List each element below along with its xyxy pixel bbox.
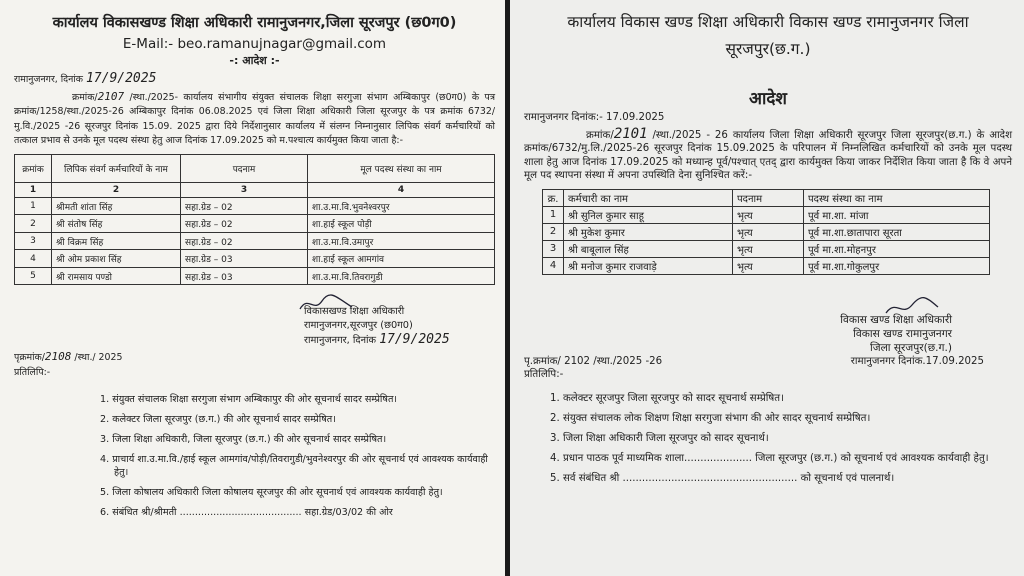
right-header-line2: सूरजपुर(छ.ग.)	[725, 40, 811, 58]
left-place-date-value: 17/9/2025	[85, 71, 157, 86]
right-th-designation: पदनाम	[733, 189, 804, 206]
left-place-date	[14, 72, 495, 88]
left-endorse-no-suffix: /स्था./ 2025	[74, 352, 123, 364]
right-th-name: कर्मचारी का नाम	[564, 189, 733, 206]
cell-institution: शा.उ.मा.वि.तिवरागुडी	[308, 267, 495, 285]
signature-scrawl-icon	[882, 295, 942, 321]
cell-name: श्री रामसाय पण्डो	[52, 267, 181, 285]
left-col-number: 1	[15, 182, 52, 197]
left-signature-date: 17/9/2025	[379, 332, 450, 348]
cell-name: श्री सुनिल कुमार साहू	[564, 206, 733, 223]
right-endorse-no-suffix: /स्था./2025 -26	[593, 355, 663, 367]
right-th-serial: क्र.	[543, 189, 564, 206]
left-email: E-Mail:- beo.ramanujnagar@gmail.com	[122, 36, 387, 52]
cell-serial: 2	[15, 215, 52, 233]
cell-designation: भृत्य	[733, 257, 804, 274]
list-item: 1. संयुक्त संचालक शिक्षा सरगुजा संभाग अम्बिकापुर की ओर सूचनार्थ सादर सम्प्रेषित।	[100, 393, 398, 405]
list-item: 4. प्रधान पाठक पूर्व माध्यमिक शाला..................... जिला सूरजपुर (छ.ग.) को सूचनार्थ एवं आवश्यक कार्यवाही हेतु।	[550, 452, 989, 464]
right-th-institution: पदस्थ संस्था का नाम	[804, 189, 990, 206]
right-cc-list	[550, 390, 1012, 484]
cell-name: श्री बाबूलाल सिंह	[564, 240, 733, 257]
right-order-heading: आदेश	[749, 89, 787, 109]
table-row	[543, 240, 990, 257]
cell-serial: 3	[15, 232, 52, 250]
list-item: 2. संयुक्त संचालक लोक शिक्षण शिक्षा सरगुजा संभाग की ओर सादर सूचनार्थ सम्प्रेषित।	[550, 412, 871, 424]
cell-designation: सहा.ग्रेड – 03	[181, 267, 308, 285]
right-signature-line: जिला सूरजपुर(छ.ग.)	[870, 341, 952, 354]
table-row	[543, 257, 990, 274]
cell-institution: शा.उ.मा.वि.भुवनेश्वरपुर	[308, 197, 495, 215]
left-col-number: 2	[52, 182, 181, 197]
right-para-line1: /स्था./2025 - 26 कार्यालय जिला शिक्षा अधिकारी सूरजपुर जिला	[652, 129, 911, 141]
left-endorse-no-value: 2108	[44, 350, 72, 364]
right-signature-line: विकास खण्ड शिक्षा अधिकारी	[840, 313, 952, 326]
cell-serial: 1	[15, 197, 52, 215]
cell-serial: 4	[543, 257, 564, 274]
signature-scrawl-icon	[296, 293, 356, 315]
right-copy-to: प्रतिलिपि:-	[524, 369, 564, 380]
cell-name: श्रीमती शांता सिंह	[52, 197, 181, 215]
left-table-header-row	[15, 154, 495, 182]
left-para-line1: /स्था./2025- कार्यालय संभागीय संयुक्त संचालक शिक्षा सरगुजा	[129, 91, 362, 103]
left-order-heading: -: आदेश :-	[229, 54, 280, 67]
cell-institution: पूर्व मा.शा. मांजा	[804, 206, 990, 223]
cell-serial: 3	[543, 240, 564, 257]
right-staff-table	[542, 189, 990, 275]
right-order-no-label: क्रमांक/	[586, 129, 614, 141]
right-header-line1: कार्यालय विकास खण्ड शिक्षा अधिकारी विकास खण्ड रामानुजनगर जिला	[567, 13, 969, 31]
left-order-no-label: क्रमांक/	[72, 91, 98, 103]
list-item: 6. संबंधित श्री/श्रीमती ........................................ सहा.ग्रेड/03/02 की ओर	[100, 506, 393, 518]
left-th-name: लिपिक संवर्ग कर्मचारियों के नाम	[52, 154, 181, 182]
left-signature-line: रामानुजनगर, दिनांक	[304, 335, 377, 347]
left-order-paragraph	[14, 90, 495, 149]
right-signature-date: रामानुजनगर दिनांक.17.09.2025	[850, 355, 984, 367]
cell-name: श्री मुकेश कुमार	[564, 223, 733, 240]
cell-name: श्री मनोज कुमार राजवाड़े	[564, 257, 733, 274]
left-order-no-value: 2107	[97, 89, 125, 103]
list-item: 3. जिला शिक्षा अधिकारी, जिला सूरजपुर (छ.ग.) की ओर सूचनार्थ सादर सम्प्रेषित।	[100, 433, 387, 445]
cell-serial: 4	[15, 250, 52, 268]
cell-designation: भृत्य	[733, 223, 804, 240]
list-item: 4. प्राचार्य शा.उ.मा.वि./हाई स्कूल आमगांव/पोड़ी/तिवरागुडी/भुवनेश्वरपुर की ओर सूचनार्थ एवं आवश्यक कार्यवाही हेतु।	[100, 453, 488, 478]
left-document	[0, 0, 505, 576]
cell-institution: पूर्व मा.शा.छातापारा सूरता	[804, 223, 990, 240]
left-signature-line: रामानुजनगर,सूरजपुर (छ0ग0)	[304, 320, 413, 332]
cell-name: श्री संतोष सिंह	[52, 215, 181, 233]
right-signature-line: विकास खण्ड रामानुजनगर	[853, 327, 952, 340]
table-row	[15, 232, 495, 250]
list-item: 3. जिला शिक्षा अधिकारी जिला सूरजपुर को सादर सूचनार्थ।	[550, 432, 769, 444]
left-th-institution: मूल पदस्थ संस्था का नाम	[308, 154, 495, 182]
list-item: 2. कलेक्टर जिला सूरजपुर (छ.ग.) की ओर सूचनार्थ सादर सम्प्रेषित।	[100, 413, 336, 425]
cell-institution: शा.हाई स्कूल पोड़ी	[308, 215, 495, 233]
cell-designation: सहा.ग्रेड – 03	[181, 250, 308, 268]
right-place-date: रामानुजनगर दिनांक:- 17.09.2025	[524, 112, 665, 123]
left-place-date-label: रामानुजनगर, दिनांक	[14, 74, 83, 85]
right-endorsement-row	[524, 355, 1012, 369]
cell-name: श्री विक्रम सिंह	[52, 232, 181, 250]
left-copy-to: प्रतिलिपि:-	[14, 367, 51, 379]
left-endorsement-number	[14, 350, 495, 366]
cell-designation: सहा.ग्रेड – 02	[181, 215, 308, 233]
left-col-number: 3	[181, 182, 308, 197]
cell-designation: भृत्य	[733, 240, 804, 257]
cell-serial: 5	[15, 267, 52, 285]
right-endorse-no-value: 2102	[564, 355, 591, 367]
right-signature-block	[524, 313, 1012, 355]
list-item: 5. सर्व संबंधित श्री ...................................................... को सूचनार्थ एवं पालनार्थ।	[550, 472, 895, 484]
cell-designation: भृत्य	[733, 206, 804, 223]
list-item: 5. जिला कोषालय अधिकारी जिला कोषालय सूरजपुर की ओर सूचनार्थ एवं आवश्यक कार्यवाही हेतु।	[100, 486, 443, 498]
cell-serial: 1	[543, 206, 564, 223]
cell-institution: पूर्व मा.शा.गोकुलपुर	[804, 257, 990, 274]
table-row	[15, 215, 495, 233]
table-row	[543, 223, 990, 240]
right-endorsement-number	[524, 355, 662, 369]
left-header-title: कार्यालय विकासखण्ड शिक्षा अधिकारी रामानुजनगर,जिला सूरजपुर (छ0ग0)	[52, 15, 457, 31]
table-row	[15, 197, 495, 215]
table-row	[15, 250, 495, 268]
right-order-no-value: 2101	[613, 125, 648, 142]
cell-institution: शा.उ.मा.वि.उमापुर	[308, 232, 495, 250]
right-para-rest: सूरजपुर(छ.ग.) के आदेश क्रमांक/6732/मु.लि./2025-26 सूरजपुर दिनांक 15.09.2025 के परिपालन में निम्नलिखित कर्मचारियों को उनके मूल पदस्थ शाला हेतु आज दिनांक 17.09.2025 को मध्यान्ह पूर्व/पश्चात् एतद् द्वारा कार्यमुक्त किया जाकर निर्देशित किया जाता है कि वे अपने मूल पद स्थापना संस्था में अपना उपस्थिति देना सुनिश्चित करें:-	[524, 129, 1013, 181]
right-document	[510, 0, 1024, 576]
cell-institution: शा.हाई स्कूल आमगांव	[308, 250, 495, 268]
table-row	[543, 206, 990, 223]
left-staff-table	[14, 154, 495, 286]
right-table-header-row	[543, 189, 990, 206]
left-signature-line: विकासखण्ड शिक्षा अधिकारी	[304, 306, 405, 318]
left-para-rest: संभाग अम्बिकापुर (छ0ग0) के पत्र क्रमांक/1258/स्था./2025-26 अम्बिकापुर दिनांक 06.08.2025 एवं जिला शिक्षा अधिकारी जिला सूरजपुर के पत्र क्रमांक 6732/मु.वि./2025 -26 सूरजपुर दिनांक 15.09. 2025 द्वारा दिये निर्देशानुसार कार्यालय में संलग्न निम्नानुसार लिपिक संवर्ग कर्मचारियों को तत्काल प्रभाव से उनके मूल पदस्थ संस्था हेतु आज दिनांक 17.09.2025 को म.पश्चात्य कार्यमुक्त किया जाता है:-	[14, 91, 496, 147]
cell-serial: 2	[543, 223, 564, 240]
cell-designation: सहा.ग्रेड – 02	[181, 232, 308, 250]
cell-designation: सहा.ग्रेड – 02	[181, 197, 308, 215]
left-col-number: 4	[308, 182, 495, 197]
left-th-designation: पदनाम	[181, 154, 308, 182]
right-endorse-no-label: पृ.क्रमांक/	[524, 355, 561, 367]
left-endorse-no-label: पृक्रमांक/	[14, 352, 45, 364]
left-table-number-row	[15, 182, 495, 197]
cell-name: श्री ओम प्रकाश सिंह	[52, 250, 181, 268]
table-row	[15, 267, 495, 285]
right-order-paragraph	[524, 125, 1013, 183]
list-item: 1. कलेक्टर सूरजपुर जिला सूरजपुर को सादर सूचनार्थ सम्प्रेषित।	[550, 392, 784, 404]
cell-institution: पूर्व मा.शा.मोहनपुर	[804, 240, 990, 257]
left-signature-block	[304, 305, 495, 348]
left-cc-list	[100, 393, 490, 519]
left-th-serial: क्रमांक	[15, 154, 52, 182]
